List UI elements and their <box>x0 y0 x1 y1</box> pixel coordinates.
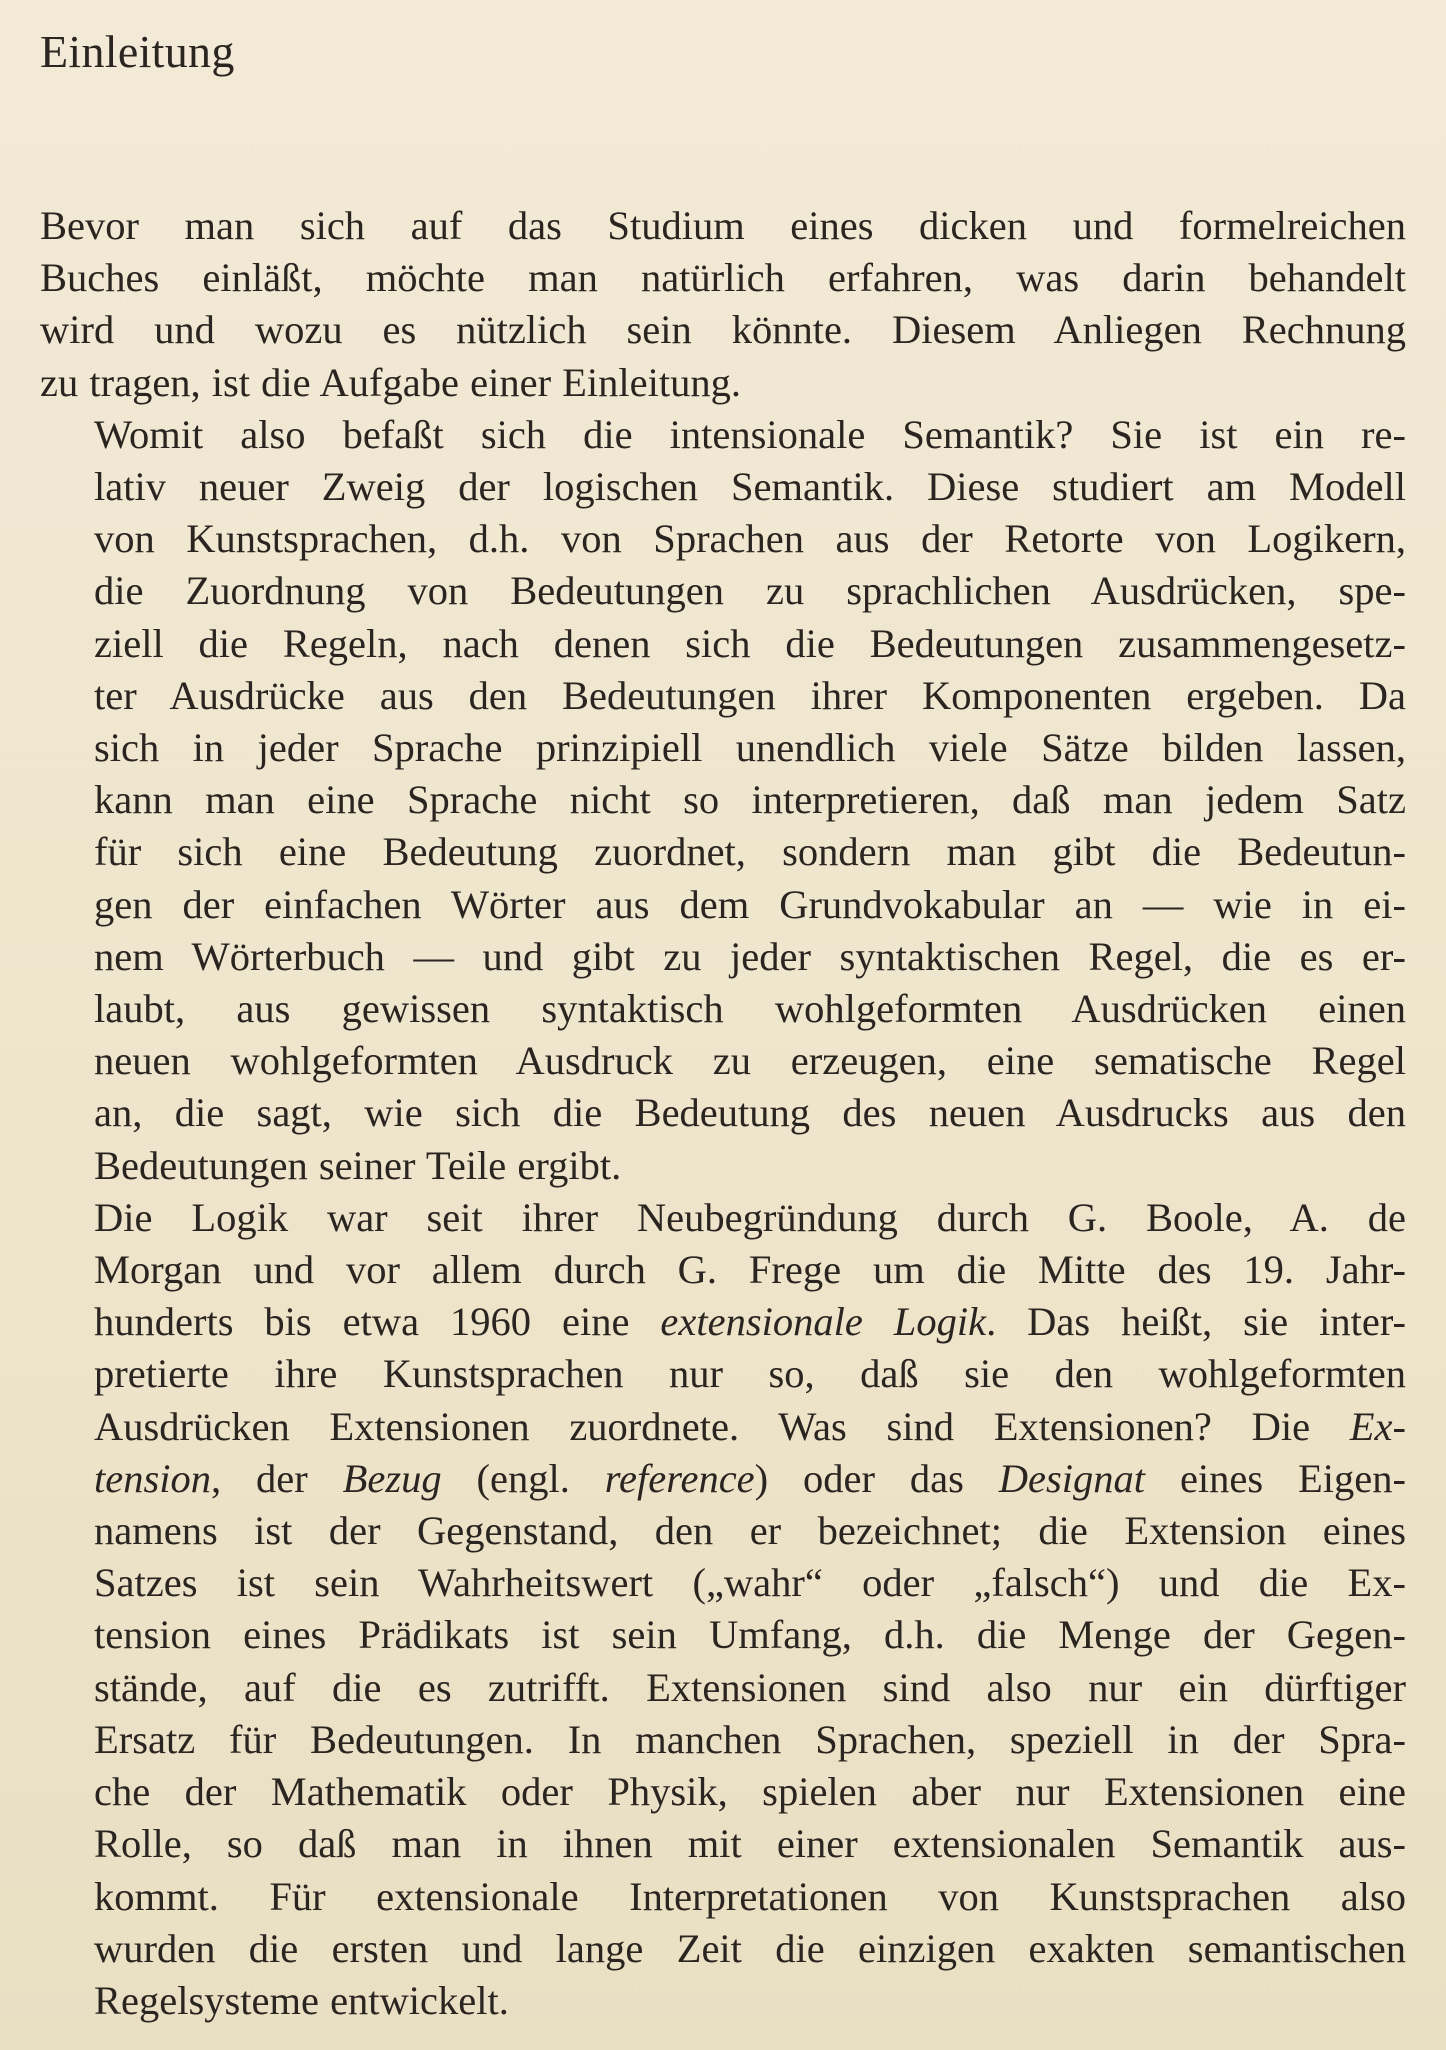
text-line: für sich eine Bedeutung zuordnet, sondern man gibt die Bedeutun- <box>94 829 1406 875</box>
text-line: die Zuordnung von Bedeutungen zu sprachlichen Ausdrücken, spe- <box>94 568 1406 614</box>
text-line: namens ist der Gegenstand, den er bezeichnet; die Extension eines <box>94 1508 1406 1554</box>
text-line: nem Wörterbuch — und gibt zu jeder syntaktischen Regel, die es er- <box>94 933 1406 979</box>
italic-term: Bezug <box>342 1455 442 1501</box>
text-line: ter Ausdrücke aus den Bedeutungen ihrer Komponenten ergeben. Da <box>94 672 1406 718</box>
text-line: Ausdrücken Extensionen zuordnete. Was sind Extensionen? Die Ex- <box>94 1403 1406 1449</box>
text-line: Womit also befaßt sich die intensionale Semantik? Sie ist ein re- <box>94 411 1406 457</box>
text-line: Satzes ist sein Wahrheitswert („wahr“ oder „falsch“) und die Ex- <box>94 1560 1406 1606</box>
running-head: Einleitung <box>40 26 235 77</box>
text-line: an, die sagt, wie sich die Bedeutung des neuen Ausdrucks aus den <box>94 1090 1406 1136</box>
italic-term: Ex- <box>1349 1403 1406 1449</box>
text-line: tension eines Prädikats ist sein Umfang, d.h. die Menge der Gegen- <box>94 1612 1406 1658</box>
text-line: ziell die Regeln, nach denen sich die Bedeutungen zusammengesetz- <box>94 620 1406 666</box>
text-line: neuen wohlgeformten Ausdruck zu erzeugen, eine sematische Regel <box>94 1038 1406 1084</box>
text-line: tension, der Bezug (engl. reference) oder das Designat eines Eigen- <box>94 1455 1406 1501</box>
italic-term: Designat <box>998 1455 1146 1501</box>
text-line: Buches einläßt, möchte man natürlich erfahren, was darin behandelt <box>40 255 1406 301</box>
text-line: kommt. Für extensionale Interpretationen von Kunstsprachen also <box>94 1873 1406 1919</box>
text-line: che der Mathematik oder Physik, spielen aber nur Extensionen eine <box>94 1769 1406 1815</box>
text-line: wird und wozu es nützlich sein könnte. Diesem Anliegen Rechnung <box>40 307 1406 353</box>
text-line: pretierte ihre Kunstsprachen nur so, daß sie den wohlgeformten <box>94 1351 1406 1397</box>
body-text <box>40 200 1406 2027</box>
text-line: von Kunstsprachen, d.h. von Sprachen aus der Retorte von Logikern, <box>94 516 1406 562</box>
text-line: wurden die ersten und lange Zeit die einzigen exakten semantischen <box>94 1925 1406 1971</box>
text-line: Ersatz für Bedeutungen. In manchen Sprachen, speziell in der Spra- <box>94 1716 1406 1762</box>
text-line: laubt, aus gewissen syntaktisch wohlgeformten Ausdrücken einen <box>94 986 1406 1032</box>
text-line: Bedeutungen seiner Teile ergibt. <box>94 1142 622 1188</box>
text-line: sich in jeder Sprache prinzipiell unendlich viele Sätze bilden lassen, <box>94 725 1406 771</box>
paragraph <box>40 1192 1406 2027</box>
paragraph <box>40 200 1406 409</box>
italic-term: tension <box>94 1455 211 1501</box>
text-line: Morgan und vor allem durch G. Frege um die Mitte des 19. Jahr- <box>94 1247 1406 1293</box>
text-line: Bevor man sich auf das Studium eines dicken und formelreichen <box>40 203 1406 248</box>
paragraph <box>40 409 1406 1192</box>
text-line: Die Logik war seit ihrer Neubegründung durch G. Boole, A. de <box>94 1194 1406 1240</box>
text-line: kann man eine Sprache nicht so interpretieren, daß man jedem Satz <box>94 777 1406 823</box>
text-line: lativ neuer Zweig der logischen Semantik. Diese studiert am Modell <box>94 464 1406 510</box>
text-line: hunderts bis etwa 1960 eine extensionale Logik. Das heißt, sie inter- <box>94 1299 1406 1345</box>
text-line: stände, auf die es zutrifft. Extensionen sind also nur ein dürftiger <box>94 1664 1406 1710</box>
text-line: Regelsysteme entwickelt. <box>94 1977 509 2023</box>
text-line: zu tragen, ist die Aufgabe einer Einleitung. <box>40 359 742 405</box>
italic-term: extensionale Logik <box>660 1299 987 1345</box>
italic-term: reference <box>604 1455 755 1501</box>
text-line: gen der einfachen Wörter aus dem Grundvokabular an — wie in ei- <box>94 881 1406 927</box>
text-line: Rolle, so daß man in ihnen mit einer extensionalen Semantik aus- <box>94 1821 1406 1867</box>
